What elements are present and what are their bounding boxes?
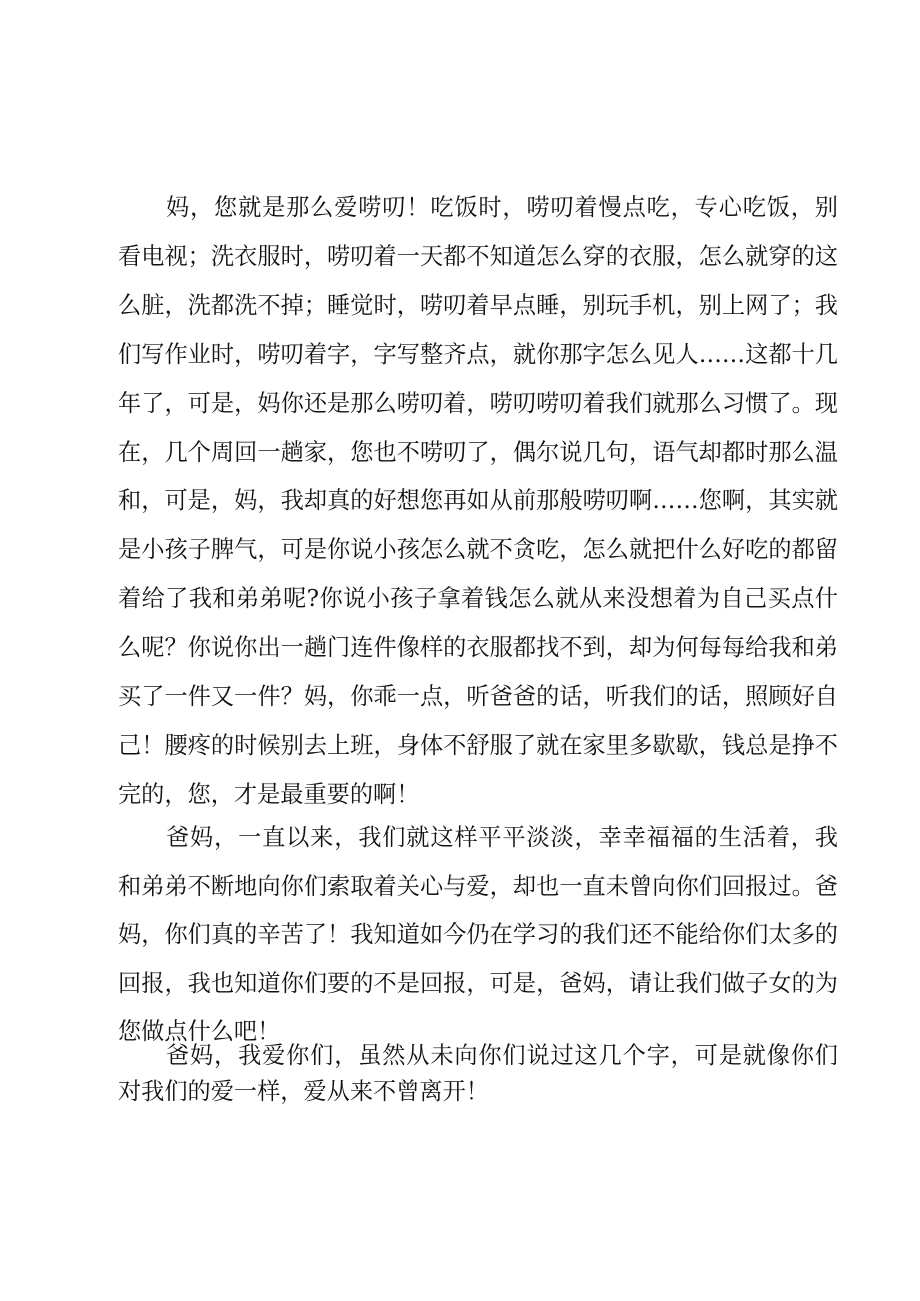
body-paragraph-3 bbox=[118, 1038, 838, 1110]
body-paragraph-1 bbox=[118, 184, 838, 820]
paragraph-text: 妈，您就是那么爱唠叨！吃饭时，唠叨着慢点吃，专心吃饭，别看电视；洗衣服时，唠叨着一天都不知道怎么穿的衣服，怎么就穿的这么脏，洗都洗不掉；睡觉时，唠叨着早点睡，别玩手机，别上网了；我们写作业时，唠叨着字，字写整齐点，就你那字怎么见人……这都十几年了，可是，妈你还是那么唠叨着，唠叨唠叨着我们就那么习惯了。现在，几个周回一趟家，您也不唠叨了，偶尔说几句，语气却都时那么温和，可是，妈，我却真的好想您再如从前那般唠叨啊……您啊，其实就是小孩子脾气，可是你说小孩怎么就不贪吃，怎么就把什么好吃的都留着给了我和弟弟呢?你说小孩子拿着钱怎么就从来没想着为自己买点什么呢？你说你出一趟门连件像样的衣服都找不到，却为何每每给我和弟买了一件又一件？妈，你乖一点，听爸爸的话，听我们的话，照顾好自己！腰疼的时候别去上班，身体不舒服了就在家里多歇歇，钱总是挣不完的，您，才是最重要的啊！ bbox=[118, 194, 838, 808]
paragraph-text: 爸妈，我爱你们，虽然从未向你们说过这几个字，可是就像你们对我们的爱一样，爱从来不曾离开！ bbox=[118, 1042, 838, 1105]
body-paragraph-2 bbox=[118, 814, 838, 1057]
paragraph-text: 爸妈，一直以来，我们就这样平平淡淡，幸幸福福的生活着，我和弟弟不断地向你们索取着关心与爱，却也一直未曾向你们回报过。爸妈，你们真的辛苦了！我知道如今仍在学习的我们还不能给你们太多的回报，我也知道你们要的不是回报，可是，爸妈，请让我们做子女的为您做点什么吧！ bbox=[118, 824, 838, 1046]
